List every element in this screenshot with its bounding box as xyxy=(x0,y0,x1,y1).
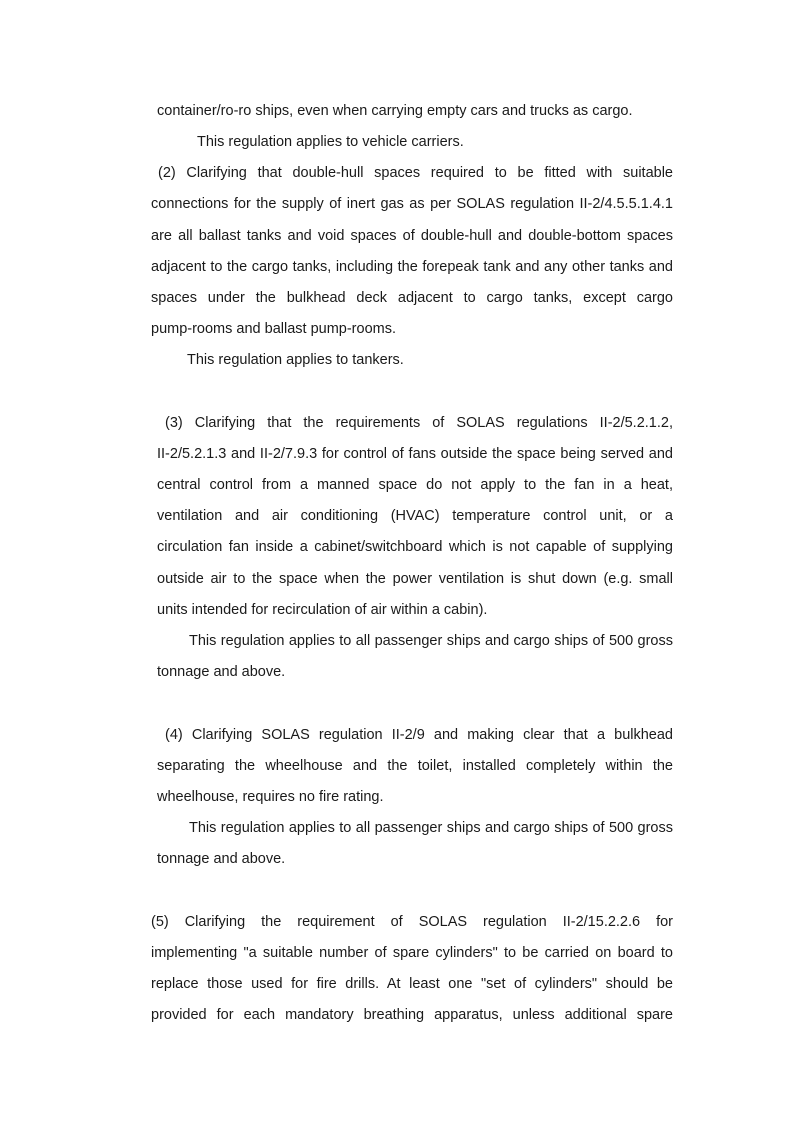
item-4-applies-2: tonnage and above. xyxy=(157,851,286,867)
intro-line: container/ro-ro ships, even when carrying empty cars and trucks as cargo. xyxy=(157,103,633,119)
item-4-line-2: separating the wheelhouse and the toilet, installed completely within the xyxy=(157,758,673,774)
item-4-line-3: wheelhouse, requires no fire rating. xyxy=(157,789,384,805)
intro-applies: This regulation applies to vehicle carriers. xyxy=(197,134,464,150)
item-3-line-4: ventilation and air conditioning (HVAC) temperature control unit, or a xyxy=(157,508,673,524)
item-2-line-6: pump-rooms and ballast pump-rooms. xyxy=(151,321,396,337)
item-2-line-4: adjacent to the cargo tanks, including the forepeak tank and any other tanks and xyxy=(151,259,673,275)
item-3-line-3: central control from a manned space do not apply to the fan in a heat, xyxy=(157,477,673,493)
item-3-line-5: circulation fan inside a cabinet/switchboard which is not capable of supplying xyxy=(157,539,673,555)
item-3-line-7: units intended for recirculation of air within a cabin). xyxy=(157,602,488,618)
item-3-applies-1: This regulation applies to all passenger ships and cargo ships of 500 gross xyxy=(189,633,673,649)
item-2-line-2: connections for the supply of inert gas as per SOLAS regulation II-2/4.5.5.1.4.1 xyxy=(151,196,673,212)
item-2-line-3: are all ballast tanks and void spaces of double-hull and double-bottom spaces xyxy=(151,228,673,244)
item-3-line-2: II-2/5.2.1.3 and II-2/7.9.3 for control of fans outside the space being served and xyxy=(157,446,673,462)
item-2-line-5: spaces under the bulkhead deck adjacent to cargo tanks, except cargo xyxy=(151,290,673,306)
item-4-line-1: (4) Clarifying SOLAS regulation II-2/9 and making clear that a bulkhead xyxy=(165,727,673,743)
item-5-line-1: (5) Clarifying the requirement of SOLAS regulation II-2/15.2.2.6 for xyxy=(151,914,673,930)
item-3-applies-2: tonnage and above. xyxy=(157,664,286,680)
item-4-applies-1: This regulation applies to all passenger ships and cargo ships of 500 gross xyxy=(189,820,673,836)
item-3-line-6: outside air to the space when the power ventilation is shut down (e.g. small xyxy=(157,571,673,587)
item-5-line-2: implementing "a suitable number of spare cylinders" to be carried on board to xyxy=(151,945,673,961)
item-5-line-4: provided for each mandatory breathing apparatus, unless additional spare xyxy=(151,1007,673,1023)
item-2-applies: This regulation applies to tankers. xyxy=(187,352,404,368)
item-2-line-1: (2) Clarifying that double-hull spaces required to be fitted with suitable xyxy=(158,165,673,181)
item-5-line-3: replace those used for fire drills. At least one "set of cylinders" should be xyxy=(151,976,673,992)
item-3-line-1: (3) Clarifying that the requirements of SOLAS regulations II-2/5.2.1.2, xyxy=(165,415,673,431)
